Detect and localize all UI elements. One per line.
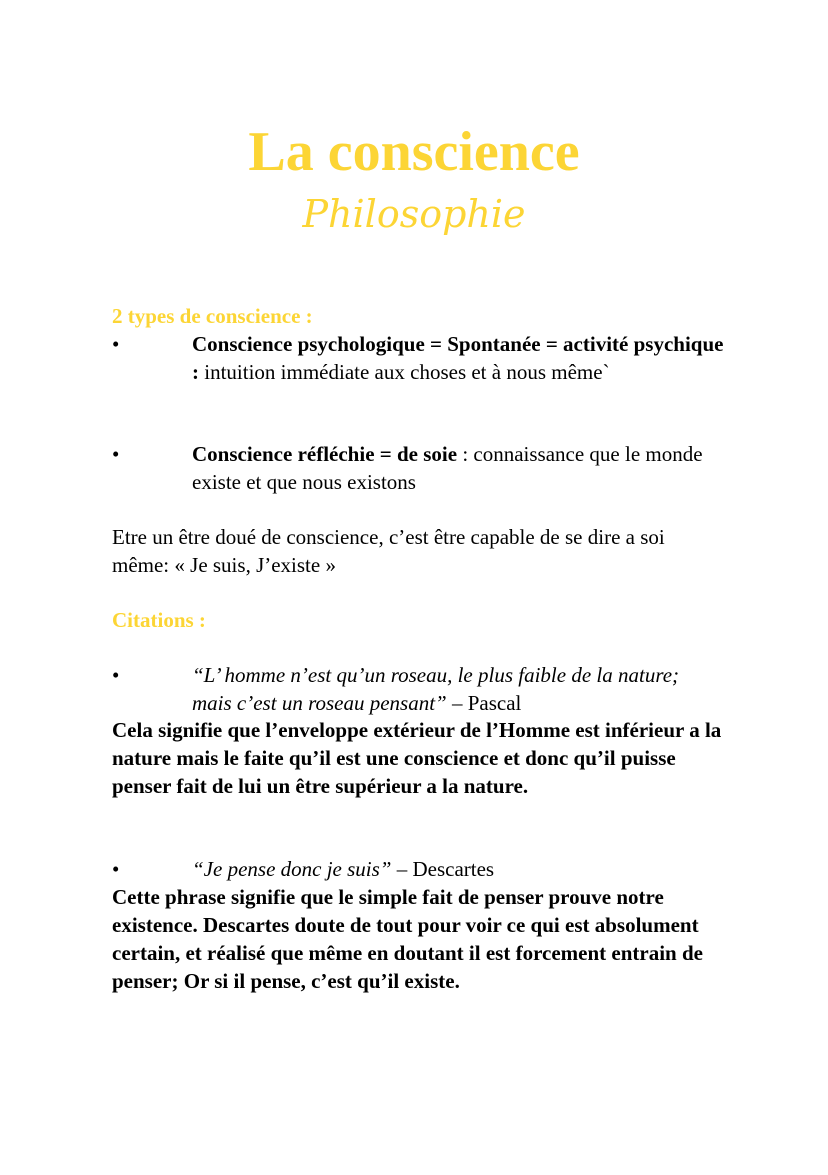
section-heading-types: 2 types de conscience : — [112, 304, 313, 328]
list-item-psychologique — [112, 330, 728, 386]
bullet-icon: • — [112, 857, 120, 881]
quote-text: “Je pense donc je suis” — [192, 857, 392, 881]
quote-text: “L’ homme n’est qu’un roseau, le plus faible de la nature; mais c’est un roseau pensant” — [192, 663, 680, 715]
term-definition: : connaissance que le monde existe et que nous existons — [192, 442, 703, 494]
section-heading-citations: Citations : — [112, 608, 206, 632]
quote-item-descartes — [112, 855, 728, 883]
page-subtitle: Philosophie — [302, 192, 526, 236]
page-title: La conscience — [248, 121, 580, 183]
quote-explanation: Cette phrase signifie que le simple fait de penser prouve notre existence. Descartes doute de tout pour voir ce qui est absolument certain, et réalisé que même en doutant il est forcement entrain de penser; Or si il pense, c’est qu’il existe. — [112, 885, 703, 993]
bullet-icon: • — [112, 332, 120, 356]
quote-explanation: Cela signifie que l’enveloppe extérieur de l’Homme est inférieur a la nature mais le faite qu’il est une conscience et donc qu’il puisse penser fait de lui un être supérieur a la nature. — [112, 718, 722, 798]
quote-item-pascal — [112, 661, 728, 717]
list-item-text — [192, 330, 728, 386]
bullet-icon: • — [112, 663, 120, 687]
quote-author: – Descartes — [391, 857, 495, 881]
quote-author: – Pascal — [446, 691, 522, 715]
list-item-text — [192, 440, 728, 496]
term-label: Conscience réfléchie = de soie — [192, 442, 458, 466]
bullet-icon: • — [112, 442, 120, 466]
paragraph-definition: Etre un être doué de conscience, c’est être capable de se dire a soi même: « Je suis, J’existe » — [112, 525, 665, 577]
term-label: Conscience psychologique = Spontanée = activité psychique : — [192, 332, 724, 384]
quote-text-wrap — [192, 855, 728, 883]
term-definition: intuition immédiate aux choses et à nous même` — [199, 360, 610, 384]
quote-text-wrap — [192, 661, 728, 717]
list-item-reflechie — [112, 440, 728, 496]
